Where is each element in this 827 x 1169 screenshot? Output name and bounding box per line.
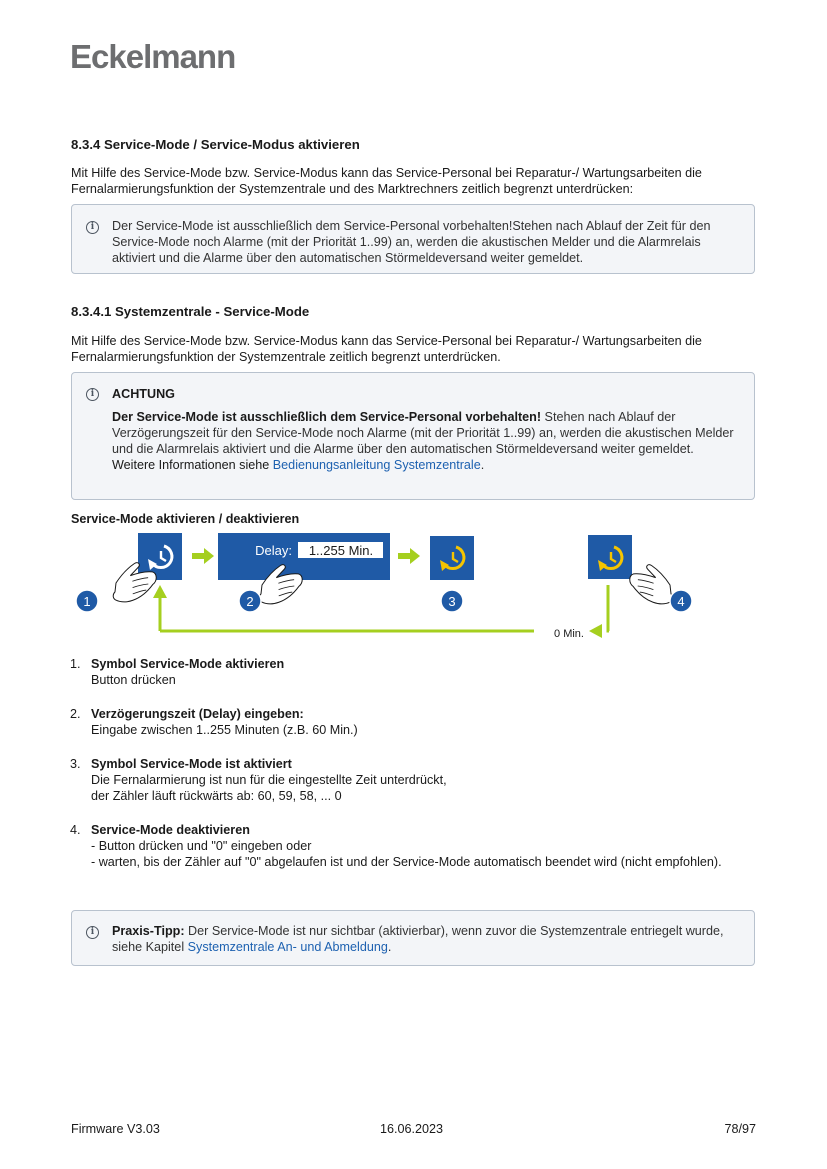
section-heading: 8.3.4 Service-Mode / Service-Modus aktivieren: [71, 137, 360, 152]
footer-page: 78/97: [724, 1122, 756, 1136]
badge-1-label: 1: [83, 594, 91, 609]
warning-end: .: [480, 458, 485, 472]
service-mode-diagram: [64, 533, 704, 643]
warning-bold: Der Service-Mode ist ausschließlich dem Service-Personal vorbehalten!: [112, 410, 542, 424]
subsection-heading: 8.3.4.1 Systemzentrale - Service-Mode: [71, 304, 310, 319]
step-title: Service-Mode deaktivieren: [91, 823, 250, 837]
warning-text: [112, 409, 740, 473]
step-title: Symbol Service-Mode ist aktiviert: [91, 757, 292, 771]
return-loop: [153, 585, 609, 640]
info-icon: i: [86, 221, 99, 234]
step-line: der Zähler läuft rückwärts ab: 60, 59, 58, ... 0: [91, 789, 342, 803]
step-title: Symbol Service-Mode aktivieren: [91, 657, 285, 671]
info-icon: i: [86, 926, 99, 939]
flow-arrow: [398, 548, 420, 564]
footer-firmware: Firmware V3.03: [71, 1122, 160, 1136]
step-line: - Button drücken und "0" eingeben oder: [91, 839, 312, 853]
footer-date: 16.06.2023: [380, 1122, 444, 1136]
step-line: - warten, bis der Zähler auf "0" abgelaufen ist und der Service-Mode automatisch beendet wird (nicht empfohlen).: [91, 855, 722, 869]
manual-link[interactable]: Bedienungsanleitung Systemzentrale: [272, 458, 481, 472]
section-intro: Mit Hilfe des Service-Mode bzw. Service-Modus kann das Service-Personal bei Reparatur-/ Wartungsarbeiten die Fernalarmierungsfunktion der Systemzentrale und des Marktrechners zeitlich begrenzt unterdrücken:: [71, 166, 702, 196]
tip-note: [71, 910, 755, 966]
badge-2-label: 2: [246, 594, 254, 609]
badge-3-label: 3: [448, 594, 456, 609]
tip-end: .: [387, 940, 392, 954]
step-line: Eingabe zwischen 1..255 Minuten (z.B. 60 Min.): [91, 723, 358, 737]
info-note: [71, 204, 755, 274]
step-title: Verzögerungszeit (Delay) eingeben:: [91, 707, 304, 721]
step-line: Button drücken: [91, 673, 176, 687]
login-chapter-link[interactable]: Systemzentrale An- und Abmeldung: [187, 940, 388, 954]
tip-label: Praxis-Tipp:: [112, 924, 185, 938]
warning-more-info: Weitere Informationen siehe: [112, 458, 273, 472]
tip-text: [112, 923, 740, 955]
return-label: 0 Min.: [554, 628, 584, 640]
company-logo: Eckelmann: [70, 38, 236, 75]
step-number: 1.: [70, 657, 81, 671]
step-number: 2.: [70, 707, 81, 721]
warning-note: [71, 372, 755, 500]
warning-body: Stehen nach Ablauf der Verzögerungszeit für den Service-Mode noch Alarme (mit der Priorität 1..99) an, werden die akustischen Melder und die Alarmrelais aktiviert und die Alarme über den automatischen Störmeldeversand weiter gemeldet.: [112, 410, 734, 456]
info-note-text: Der Service-Mode ist ausschließlich dem Service-Personal vorbehalten!Stehen nach Ablauf der Zeit für den Service-Mode noch Alarme (mit der Priorität 1..99) an, werden die akustischen Melder und die Alarmrelais aktiviert und die Alarme über den automatischen Störmeldeversand weiter gemeldet.: [112, 219, 711, 265]
delay-value: 1..255 Min.: [308, 543, 374, 558]
badge-4-label: 4: [677, 594, 685, 609]
subsection-intro: Mit Hilfe des Service-Mode bzw. Service-Modus kann das Service-Personal bei Reparatur-/ Wartungsarbeiten die Fernalarmierungsfunktion der Systemzentrale zeitlich begrenzt unterdrücken.: [71, 334, 702, 364]
step-line: Die Fernalarmierung ist nun für die eingestellte Zeit unterdrückt,: [91, 773, 447, 787]
step-number: 3.: [70, 757, 81, 771]
diagram-heading: Service-Mode aktivieren / deaktivieren: [71, 512, 300, 526]
warning-title: ACHTUNG: [112, 387, 175, 401]
tip-body: Der Service-Mode ist nur sichtbar (aktivierbar), wenn zuvor die Systemzentrale entriegelt wurde, siehe Kapitel: [112, 924, 724, 954]
flow-arrow: [192, 548, 214, 564]
step-number: 4.: [70, 823, 81, 837]
warning-icon: i: [86, 388, 99, 401]
delay-label: Delay:: [255, 543, 292, 558]
